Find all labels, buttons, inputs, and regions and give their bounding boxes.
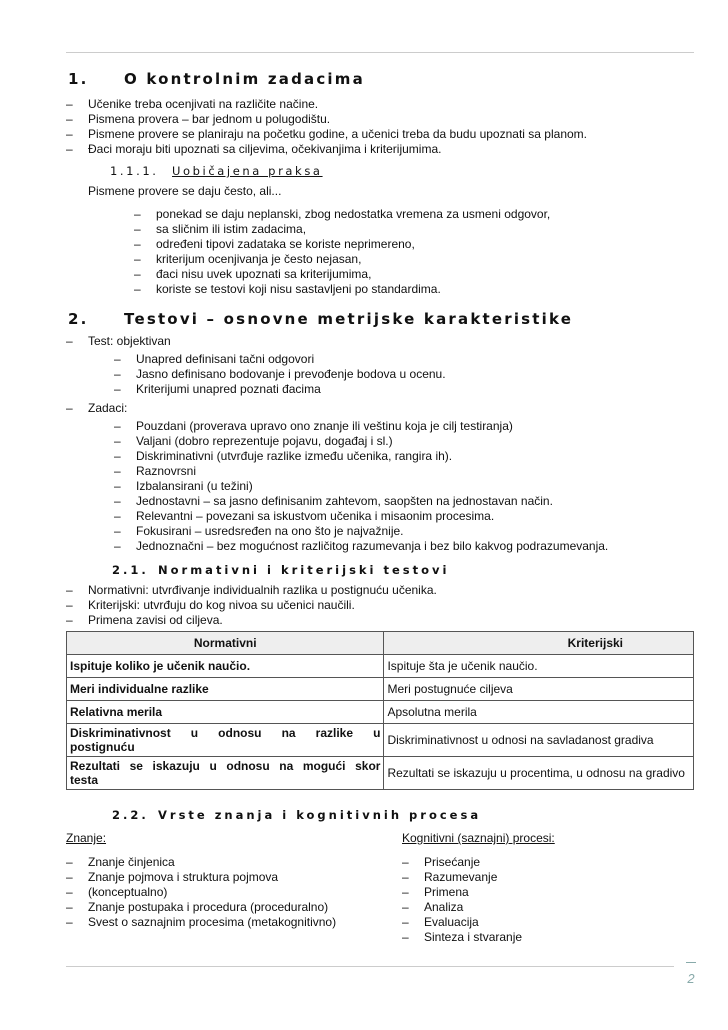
list-item: – Zadaci: — [66, 401, 127, 416]
footer-rule — [66, 966, 674, 967]
list-item: – Učenike treba ocenjivati na različite načine. — [66, 97, 587, 112]
cognitive-list — [402, 855, 522, 945]
cell-line: Rezultati se iskazuju u odnosu na mogući skor — [70, 759, 381, 773]
list-item: – đaci nisu uvek upoznati sa kriterijumima, — [156, 267, 550, 282]
header-kriterijski: Kriterijski — [384, 632, 694, 655]
task-items-list — [136, 419, 608, 554]
comparison-table — [66, 631, 694, 790]
list-item: – Jednoznačni – bez mogućnost različitog razumevanja i bez bilo kakvog podrazumevanja. — [136, 539, 608, 554]
list-item: – Valjani (dobro reprezentuje pojavu, događaj i sl.) — [136, 434, 608, 449]
list-item: – Đaci moraju biti upoznati sa ciljevima, očekivanjima i kriterijumima. — [66, 142, 587, 157]
list-item: – Fokusirani – usredsređen na ono što je najvažnije. — [136, 524, 608, 539]
practice-list — [156, 207, 550, 297]
table-row: Diskriminativnost u odnosu na razlike u postignuću Diskriminativnost u odnosi na savladanost gradiva — [67, 724, 694, 757]
list-item: – koriste se testovi koji nisu sastavljeni po standardima. — [156, 282, 550, 297]
table-row: Relativna merila Apsolutna merila — [67, 701, 694, 724]
list-item: – Jasno definisano bodovanje i prevođenje bodova u ocenu. — [136, 367, 446, 382]
list-item: – Izbalansirani (u težini) — [136, 479, 608, 494]
list-item: – Unapred definisani tačni odgovori — [136, 352, 446, 367]
cell-line: testa — [70, 773, 99, 787]
test-items-list — [136, 352, 446, 397]
list-item: – sa sličnim ili istim zadacima, — [156, 222, 550, 237]
list-item: – Test: objektivan — [66, 334, 171, 349]
section-1-heading: 1. O kontrolnim zadacima — [68, 70, 365, 88]
list-item: – Znanje činjenica — [66, 855, 336, 870]
list-item: – Znanje postupaka i procedura (proceduralno) — [66, 900, 336, 915]
list-item: – Razumevanje — [402, 870, 522, 885]
list-item: – Sinteza i stvaranje — [402, 930, 522, 945]
list-item: – Relevantni – povezani sa iskustvom učenika i misaonim procesima. — [136, 509, 608, 524]
section-2-1-list — [66, 583, 437, 628]
list-item: – Prisećanje — [402, 855, 522, 870]
cell-line: postignuću — [70, 740, 135, 754]
table-row: Meri individualne razlike Meri postugnuće ciljeva — [67, 678, 694, 701]
list-item: – Svest o saznajnim procesima (metakognitivno) — [66, 915, 336, 930]
table-header-row — [67, 632, 694, 655]
list-item: – Jednostavni – sa jasno definisanim zahtevom, saopšten na jednostavan način. — [136, 494, 608, 509]
list-item: – Pismene provere se planiraju na početku godine, a učenici treba da budu upoznati sa planom. — [66, 127, 587, 142]
section-1-list — [66, 97, 587, 157]
section-2-2-heading: 2.2. Vrste znanja i kognitivnih procesa — [112, 808, 482, 822]
list-item: – ponekad se daju neplanski, zbog nedostatka vremena za usmeni odgovor, — [156, 207, 550, 222]
page-number: 2 — [684, 962, 698, 986]
page-number-dash — [686, 962, 696, 963]
list-item: – Raznovrsni — [136, 464, 608, 479]
list-item: – Analiza — [402, 900, 522, 915]
cognitive-label: Kognitivni (saznajni) procesi: — [402, 831, 555, 845]
list-item: – Primena — [402, 885, 522, 900]
list-item: – Kriterijumi unapred poznati đacima — [136, 382, 446, 397]
knowledge-list — [66, 855, 336, 930]
list-item: – Pismena provera – bar jednom u polugodištu. — [66, 112, 587, 127]
list-item: – Normativni: utvrđivanje individualnih razlika u postignuću učenika. — [66, 583, 437, 598]
header-normativni: Normativni — [67, 632, 384, 655]
test-label-list — [66, 334, 171, 349]
cell-line: Diskriminativnost u odnosu na razlike u — [70, 726, 381, 740]
table-row: Rezultati se iskazuju u odnosu na mogući skor testa Rezultati se iskazuju u procentima, u odnosu na gradivo — [67, 757, 694, 790]
list-item: – Primena zavisi od ciljeva. — [66, 613, 437, 628]
header-rule — [66, 52, 694, 53]
subsection-1-1-1-heading: 1.1.1. Uobičajena praksa — [110, 164, 323, 178]
list-item: – Evaluacija — [402, 915, 522, 930]
list-item: – Znanje pojmova i struktura pojmova — [66, 870, 336, 885]
list-item: – Pouzdani (proverava upravo ono znanje ili veštinu koja je cilj testiranja) — [136, 419, 608, 434]
document-page — [66, 0, 694, 1030]
tasks-label-list — [66, 401, 127, 416]
subsection-intro: Pismene provere se daju često, ali... — [88, 184, 282, 198]
list-item: – određeni tipovi zadataka se koriste neprimereno, — [156, 237, 550, 252]
section-2-heading: 2. Testovi – osnovne metrijske karakteristike — [68, 310, 574, 328]
knowledge-label: Znanje: — [66, 831, 107, 845]
section-2-1-heading: 2.1. Normativni i kriterijski testovi — [112, 563, 450, 577]
list-item: – Diskriminativni (utvrđuje razlike između učenika, rangira ih). — [136, 449, 608, 464]
list-item: – kriterijum ocenjivanja je često nejasan, — [156, 252, 550, 267]
list-item-continuation: – (konceptualno) — [66, 885, 336, 900]
table-row: Ispituje koliko je učenik naučio. Ispituje šta je učenik naučio. — [67, 655, 694, 678]
list-item: – Kriterijski: utvrđuju do kog nivoa su učenici naučili. — [66, 598, 437, 613]
